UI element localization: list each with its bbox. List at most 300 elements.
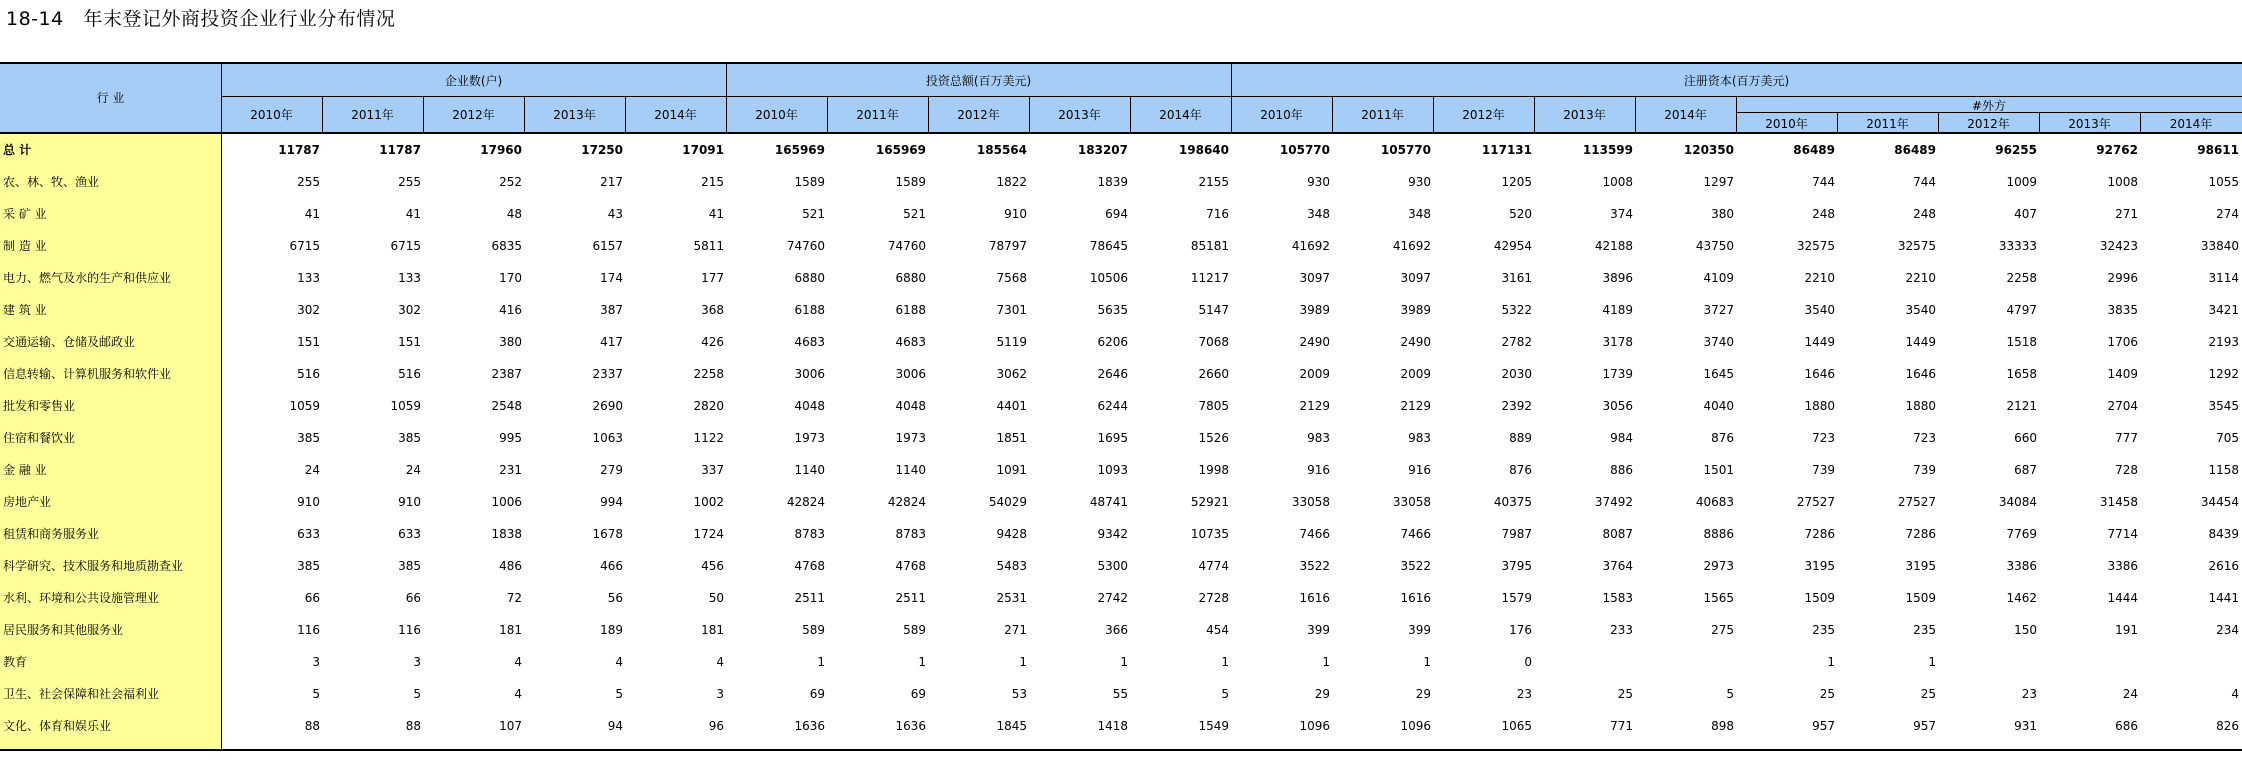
table-cell: 6715: [390, 239, 421, 253]
table-cell: 42824: [887, 495, 926, 509]
table-cell: 3896: [1602, 271, 1633, 285]
table-cell: 723: [1812, 431, 1835, 445]
table-cell: 739: [1812, 463, 1835, 477]
table-cell: 6880: [895, 271, 926, 285]
table-cell: 1501: [1703, 463, 1734, 477]
table-cell: 2973: [1703, 559, 1734, 573]
table-cell: 5119: [996, 335, 1027, 349]
table-cell: 3989: [1400, 303, 1431, 317]
table-cell: 198640: [1178, 143, 1229, 157]
table-cell: 66: [405, 591, 421, 605]
table-cell: 3522: [1299, 559, 1330, 573]
table-cell: 37492: [1594, 495, 1633, 509]
table-cell: 1678: [592, 527, 623, 541]
table-cell: 1140: [794, 463, 825, 477]
table-cell: 2258: [2006, 271, 2037, 285]
table-cell: 34454: [2200, 495, 2239, 509]
table-cell: 274: [2216, 207, 2239, 221]
table-cell: 1096: [1299, 719, 1330, 733]
table-cell: 1065: [1501, 719, 1532, 733]
table-cell: 24: [2122, 687, 2138, 701]
table-cell: 983: [1408, 431, 1431, 445]
table-cell: 92762: [2096, 143, 2138, 157]
table-cell: 385: [398, 431, 421, 445]
table-cell: 48741: [1089, 495, 1128, 509]
year-header: 2014年: [654, 108, 697, 122]
table-cell: 1140: [895, 463, 926, 477]
year-header: 2012年: [957, 108, 1000, 122]
table-cell: 96255: [1995, 143, 2037, 157]
table-cell: 3522: [1400, 559, 1431, 573]
table-cell: 3740: [1703, 335, 1734, 349]
table-cell: 233: [1610, 623, 1633, 637]
table-cell: 88: [405, 719, 421, 733]
table-cell: 4401: [996, 399, 1027, 413]
table-cell: 3062: [996, 367, 1027, 381]
table-cell: 29: [1415, 687, 1431, 701]
table-cell: 4768: [794, 559, 825, 573]
row-label: 农、林、牧、渔业: [3, 175, 100, 189]
table-cell: 1: [1221, 655, 1229, 669]
table-cell: 42954: [1493, 239, 1532, 253]
table-cell: 41: [304, 207, 320, 221]
table-cell: 234: [2216, 623, 2239, 637]
table-cell: 910: [1004, 207, 1027, 221]
table-cell: 231: [499, 463, 522, 477]
table-cell: 1822: [996, 175, 1027, 189]
table-cell: 348: [1408, 207, 1431, 221]
table-cell: 387: [600, 303, 623, 317]
table-cell: 3386: [2006, 559, 2037, 573]
table-cell: 17250: [581, 143, 623, 157]
table-cell: 486: [499, 559, 522, 573]
table-cell: 385: [297, 431, 320, 445]
table-cell: 466: [600, 559, 623, 573]
table-cell: 366: [1105, 623, 1128, 637]
table-cell: 7987: [1501, 527, 1532, 541]
table-cell: 151: [398, 335, 421, 349]
table-cell: 11787: [379, 143, 421, 157]
table-cell: 183207: [1077, 143, 1128, 157]
table-cell: 4683: [794, 335, 825, 349]
table-cell: 43750: [1695, 239, 1734, 253]
table-cell: 69: [910, 687, 926, 701]
table-cell: 957: [1812, 719, 1835, 733]
table-cell: 1739: [1602, 367, 1633, 381]
table-cell: 686: [2115, 719, 2138, 733]
table-cell: 1724: [693, 527, 724, 541]
table-cell: 931: [2014, 719, 2037, 733]
year-header: 2012年: [452, 108, 495, 122]
table-cell: 0: [1524, 655, 1532, 669]
table-cell: 889: [1509, 431, 1532, 445]
table-cell: 898: [1711, 719, 1734, 733]
table-cell: 215: [701, 175, 724, 189]
table-cell: 7714: [2107, 527, 2138, 541]
table-cell: 3545: [2208, 399, 2239, 413]
table-cell: 43: [607, 207, 623, 221]
table-cell: 916: [1408, 463, 1431, 477]
grid-line: [0, 62, 2242, 64]
year-header: 2011年: [1866, 117, 1909, 131]
table-cell: 1158: [2208, 463, 2239, 477]
table-cell: 876: [1711, 431, 1734, 445]
table-cell: 4: [514, 655, 522, 669]
table-cell: 176: [1509, 623, 1532, 637]
table-cell: 3056: [1602, 399, 1633, 413]
row-label: 房地产业: [3, 495, 52, 509]
table-cell: 235: [1913, 623, 1936, 637]
table-cell: 374: [1610, 207, 1633, 221]
table-cell: 1636: [794, 719, 825, 733]
table-cell: 337: [701, 463, 724, 477]
table-cell: 25: [1819, 687, 1835, 701]
table-cell: 40375: [1493, 495, 1532, 509]
table-cell: 33058: [1291, 495, 1330, 509]
table-cell: 5483: [996, 559, 1027, 573]
group-header: 企业数(户): [444, 74, 503, 88]
table-cell: 2511: [794, 591, 825, 605]
table-cell: 407: [2014, 207, 2037, 221]
table-cell: 2193: [2208, 335, 2239, 349]
year-header: 2013年: [1058, 108, 1101, 122]
table-cell: 113599: [1582, 143, 1633, 157]
table-cell: 1706: [2107, 335, 2138, 349]
table-cell: 2155: [1198, 175, 1229, 189]
table-cell: 633: [398, 527, 421, 541]
table-cell: 1462: [2006, 591, 2037, 605]
table-cell: 2511: [895, 591, 926, 605]
table-cell: 1009: [2006, 175, 2037, 189]
row-label: 卫生、社会保障和社会福利业: [3, 687, 160, 701]
table-cell: 2210: [1905, 271, 1936, 285]
table-cell: 886: [1610, 463, 1633, 477]
table-cell: 29: [1314, 687, 1330, 701]
table-cell: 520: [1509, 207, 1532, 221]
group-header: 投资总额(百万美元): [925, 74, 1032, 88]
table-cell: 1059: [289, 399, 320, 413]
table-cell: 1998: [1198, 463, 1229, 477]
row-label: 信息转输、计算机服务和软件业: [3, 367, 172, 381]
table-cell: 2490: [1400, 335, 1431, 349]
table-cell: 5: [312, 687, 320, 701]
year-header: 2013年: [2068, 117, 2111, 131]
table-cell: 1616: [1299, 591, 1330, 605]
table-cell: 4: [2231, 687, 2239, 701]
year-header: 2010年: [1260, 108, 1303, 122]
table-cell: 1845: [996, 719, 1027, 733]
table-cell: 85181: [1190, 239, 1229, 253]
table-cell: 302: [398, 303, 421, 317]
year-header: 2012年: [1967, 117, 2010, 131]
table-cell: 454: [1206, 623, 1229, 637]
year-header: 2011年: [856, 108, 899, 122]
table-cell: 723: [1913, 431, 1936, 445]
table-cell: 521: [802, 207, 825, 221]
year-header: 2013年: [553, 108, 596, 122]
table-cell: 1509: [1905, 591, 1936, 605]
table-cell: 385: [398, 559, 421, 573]
table-cell: 32423: [2099, 239, 2138, 253]
table-cell: 27527: [1897, 495, 1936, 509]
year-header: 2012年: [1462, 108, 1505, 122]
table-cell: 116: [297, 623, 320, 637]
table-cell: 417: [600, 335, 623, 349]
table-cell: 7068: [1198, 335, 1229, 349]
table-cell: 78645: [1089, 239, 1128, 253]
table-cell: 151: [297, 335, 320, 349]
table-cell: 23: [1516, 687, 1532, 701]
table-cell: 41692: [1392, 239, 1431, 253]
table-cell: 589: [802, 623, 825, 637]
table-cell: 52921: [1190, 495, 1229, 509]
year-header: 2014年: [1664, 108, 1707, 122]
row-label: 电力、燃气及水的生产和供应业: [3, 271, 172, 285]
table-cell: 2531: [996, 591, 1027, 605]
table-cell: 516: [297, 367, 320, 381]
table-cell: 2742: [1097, 591, 1128, 605]
table-cell: 42188: [1594, 239, 1633, 253]
table-cell: 1646: [1905, 367, 1936, 381]
table-cell: 94: [607, 719, 623, 733]
table-cell: 88: [304, 719, 320, 733]
table-cell: 56: [607, 591, 623, 605]
table-cell: 6188: [895, 303, 926, 317]
table-cell: 150: [2014, 623, 2037, 637]
table-cell: 3795: [1501, 559, 1532, 573]
table-cell: 41: [708, 207, 724, 221]
table-cell: 74760: [887, 239, 926, 253]
table-cell: 170: [499, 271, 522, 285]
table-cell: 521: [903, 207, 926, 221]
table-cell: 2490: [1299, 335, 1330, 349]
table-cell: 1055: [2208, 175, 2239, 189]
table-cell: 3006: [895, 367, 926, 381]
table-cell: 385: [297, 559, 320, 573]
row-label: 批发和零售业: [3, 399, 76, 413]
table-cell: 279: [600, 463, 623, 477]
year-header: 2010年: [755, 108, 798, 122]
table-cell: 910: [398, 495, 421, 509]
table-cell: 1441: [2208, 591, 2239, 605]
table-cell: 1002: [693, 495, 724, 509]
table-cell: 86489: [1793, 143, 1835, 157]
foreign-subheader: #外方: [1971, 99, 2007, 113]
table-cell: 181: [499, 623, 522, 637]
table-cell: 1006: [491, 495, 522, 509]
table-cell: 6157: [592, 239, 623, 253]
table-cell: 348: [1307, 207, 1330, 221]
table-cell: 9428: [996, 527, 1027, 541]
table-cell: 876: [1509, 463, 1532, 477]
table-cell: 8439: [2208, 527, 2239, 541]
table-cell: 32575: [1796, 239, 1835, 253]
row-label: 交通运输、仓储及邮政业: [3, 335, 136, 349]
grid-line: [0, 749, 2242, 751]
table-cell: 826: [2216, 719, 2239, 733]
table-cell: 4040: [1703, 399, 1734, 413]
table-cell: 41692: [1291, 239, 1330, 253]
table-cell: 771: [1610, 719, 1633, 733]
table-cell: 252: [499, 175, 522, 189]
table-cell: 7466: [1299, 527, 1330, 541]
table-cell: 3727: [1703, 303, 1734, 317]
table-cell: 4683: [895, 335, 926, 349]
table-cell: 2009: [1299, 367, 1330, 381]
table-cell: 2704: [2107, 399, 2138, 413]
table-cell: 25: [1617, 687, 1633, 701]
year-header: 2011年: [1361, 108, 1404, 122]
table-cell: 2210: [1804, 271, 1835, 285]
table-cell: 6835: [491, 239, 522, 253]
table-cell: 399: [1408, 623, 1431, 637]
table-cell: 1646: [1804, 367, 1835, 381]
table-cell: 5: [1726, 687, 1734, 701]
table-cell: 2337: [592, 367, 623, 381]
table-cell: 5: [615, 687, 623, 701]
table-cell: 3421: [2208, 303, 2239, 317]
table-cell: 33840: [2200, 239, 2239, 253]
table-cell: 5811: [693, 239, 724, 253]
table-cell: 2392: [1501, 399, 1532, 413]
table-cell: 1444: [2107, 591, 2138, 605]
table-cell: 5635: [1097, 303, 1128, 317]
row-label: 水利、环境和公共设施管理业: [3, 591, 160, 605]
table-cell: 120350: [1683, 143, 1734, 157]
table-cell: 916: [1307, 463, 1330, 477]
row-label: 金 融 业: [3, 463, 47, 477]
table-cell: 24: [405, 463, 421, 477]
table-cell: 189: [600, 623, 623, 637]
row-label: 租赁和商务服务业: [3, 527, 100, 541]
table-cell: 4109: [1703, 271, 1734, 285]
table-cell: 191: [2115, 623, 2138, 637]
table-cell: 3: [716, 687, 724, 701]
table-cell: 1008: [1602, 175, 1633, 189]
table-cell: 7805: [1198, 399, 1229, 413]
table-cell: 1449: [1804, 335, 1835, 349]
row-label: 教育: [3, 655, 28, 669]
row-label: 科学研究、技术服务和地质勘查业: [3, 559, 184, 573]
row-label: 住宿和餐饮业: [3, 431, 76, 445]
table-title: 18-14 年末登记外商投资企业行业分布情况: [6, 8, 396, 30]
table-cell: 1518: [2006, 335, 2037, 349]
table-cell: 3195: [1804, 559, 1835, 573]
table-cell: 3097: [1299, 271, 1330, 285]
table-cell: 3835: [2107, 303, 2138, 317]
table-cell: 4774: [1198, 559, 1229, 573]
table-cell: 174: [600, 271, 623, 285]
table-cell: 368: [701, 303, 724, 317]
table-cell: 133: [297, 271, 320, 285]
table-cell: 3: [413, 655, 421, 669]
table-cell: 3386: [2107, 559, 2138, 573]
table-cell: 5: [413, 687, 421, 701]
table-cell: 1880: [1804, 399, 1835, 413]
table-cell: 25: [1920, 687, 1936, 701]
table-cell: 117131: [1481, 143, 1532, 157]
table-cell: 2690: [592, 399, 623, 413]
table-cell: 1: [1019, 655, 1027, 669]
table-cell: 3006: [794, 367, 825, 381]
table-cell: 3540: [1905, 303, 1936, 317]
table-cell: 1: [1928, 655, 1936, 669]
table-cell: 96: [708, 719, 724, 733]
table-cell: 1: [918, 655, 926, 669]
table-cell: 1589: [794, 175, 825, 189]
table-cell: 34084: [1998, 495, 2037, 509]
grid-line: [0, 132, 2242, 134]
table-cell: 744: [1812, 175, 1835, 189]
table-cell: 105770: [1380, 143, 1431, 157]
table-cell: 42824: [786, 495, 825, 509]
table-cell: 399: [1307, 623, 1330, 637]
year-header: 2013年: [1563, 108, 1606, 122]
table-cell: 2782: [1501, 335, 1532, 349]
table-cell: 1409: [2107, 367, 2138, 381]
table-cell: 4189: [1602, 303, 1633, 317]
table-cell: 687: [2014, 463, 2037, 477]
table-cell: 11217: [1190, 271, 1229, 285]
table-cell: 1122: [693, 431, 724, 445]
table-cell: 2387: [491, 367, 522, 381]
table-cell: 165969: [875, 143, 926, 157]
table-cell: 930: [1408, 175, 1431, 189]
table-cell: 116: [398, 623, 421, 637]
table-cell: 633: [297, 527, 320, 541]
table-cell: 3: [312, 655, 320, 669]
table-cell: 235: [1812, 623, 1835, 637]
table-cell: 33333: [1998, 239, 2037, 253]
table-cell: 1645: [1703, 367, 1734, 381]
table-cell: 53: [1011, 687, 1027, 701]
table-cell: 40683: [1695, 495, 1734, 509]
table-cell: 1008: [2107, 175, 2138, 189]
table-cell: 6188: [794, 303, 825, 317]
table-cell: 1093: [1097, 463, 1128, 477]
table-cell: 2129: [1299, 399, 1330, 413]
row-label: 制 造 业: [3, 239, 47, 253]
row-label: 居民服务和其他服务业: [3, 623, 124, 637]
table-cell: 6880: [794, 271, 825, 285]
table-cell: 66: [304, 591, 320, 605]
table-cell: 2996: [2107, 271, 2138, 285]
table-cell: 380: [1711, 207, 1734, 221]
table-cell: 7286: [1905, 527, 1936, 541]
table-cell: 1449: [1905, 335, 1936, 349]
table-cell: 516: [398, 367, 421, 381]
table-cell: 589: [903, 623, 926, 637]
year-header: 2014年: [1159, 108, 1202, 122]
table-cell: 2009: [1400, 367, 1431, 381]
table-cell: 1838: [491, 527, 522, 541]
year-header: 2010年: [250, 108, 293, 122]
table-cell: 1509: [1804, 591, 1835, 605]
table-cell: 74760: [786, 239, 825, 253]
table-cell: 8783: [794, 527, 825, 541]
table-cell: 456: [701, 559, 724, 573]
table-cell: 11787: [278, 143, 320, 157]
table-cell: 2030: [1501, 367, 1532, 381]
table-cell: 248: [1812, 207, 1835, 221]
table-cell: 1091: [996, 463, 1027, 477]
table-cell: 3764: [1602, 559, 1633, 573]
table-cell: 1636: [895, 719, 926, 733]
table-cell: 7568: [996, 271, 1027, 285]
table-cell: 78797: [988, 239, 1027, 253]
table-cell: 181: [701, 623, 724, 637]
table-cell: 1526: [1198, 431, 1229, 445]
